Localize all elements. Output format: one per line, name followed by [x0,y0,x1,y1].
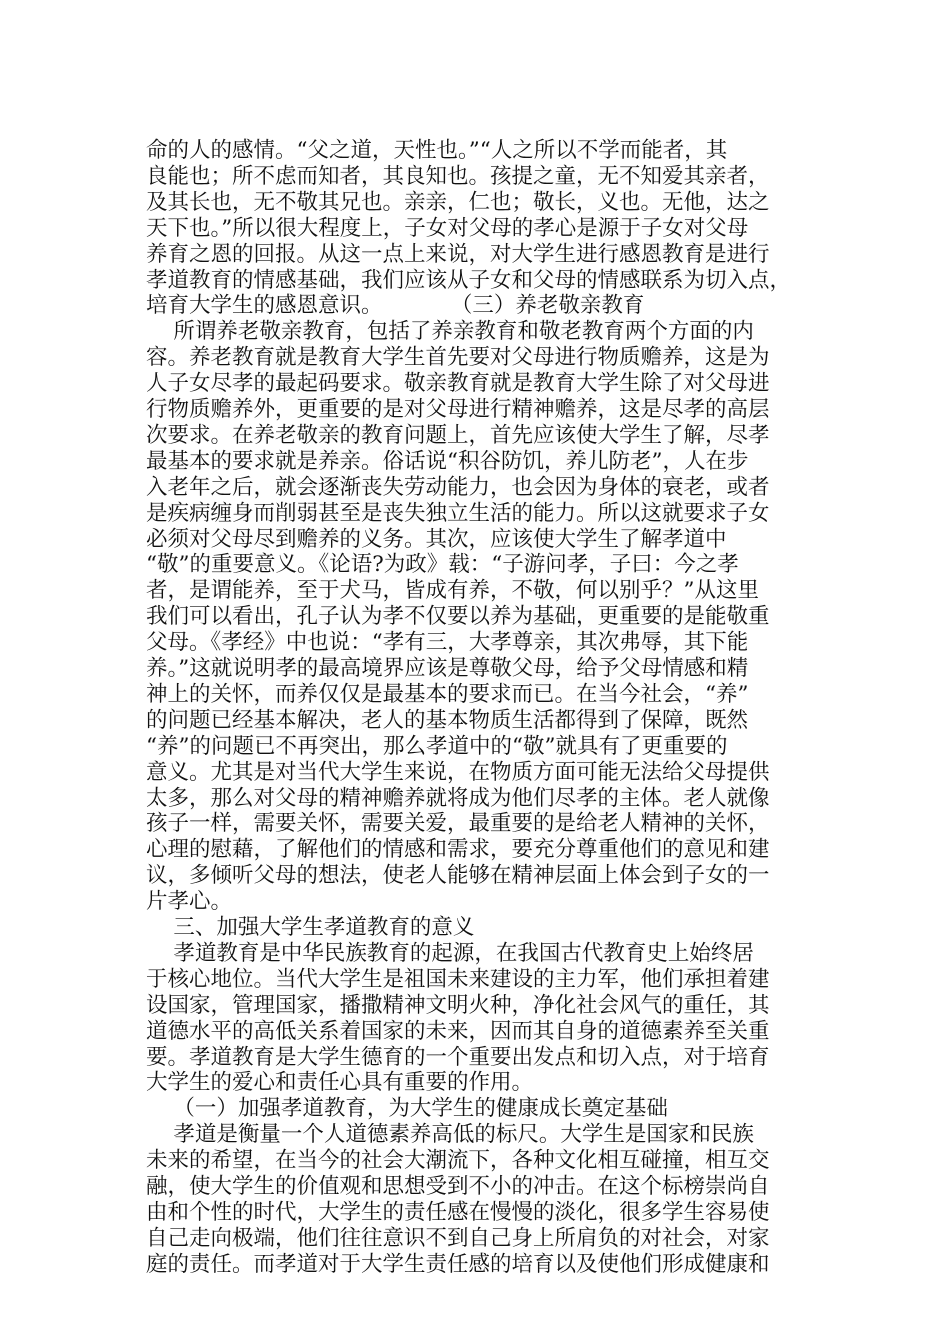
text-line: “敬”的重要意义。《论语?为政》载：“子游问孝，子曰：今之孝 [146,552,739,578]
text-line: 良能也；所不虑而知者，其良知也。孩提之童，无不知爱其亲者， [146,163,770,189]
text-line: 孝道是衡量一个人道德素养高低的标尺。大学生是国家和民族 [146,1122,754,1148]
text-line: 三、加强大学生孝道教育的意义 [146,915,475,940]
text-line: 的问题已经基本解决，老人的基本物质生活都得到了保障，既然 [146,707,749,733]
text-line: 融，使大学生的价值观和思想受到不小的冲击。在这个标榜崇尚自 [146,1174,770,1199]
text-line: 孩子一样，需要关怀，需要关爱，最重要的是给老人精神的关怀， [146,811,770,837]
text-line: 太多，那么对父母的精神赡养就将成为他们尽孝的主体。老人就像 [146,785,770,811]
text-line: 入老年之后，就会逐渐丧失劳动能力，也会因为身体的衰老，或者 [146,474,770,500]
text-line: 命的人的感情。“父之道，天性也。”“人之所以不学而能者，其 [146,138,728,163]
text-line: 大学生的爱心和责任心具有重要的作用。 [146,1070,534,1096]
text-line: 由和个性的时代，大学生的责任感在慢慢的淡化，很多学生容易使 [146,1199,770,1225]
text-line: 于核心地位。当代大学生是祖国未来建设的主力军，他们承担着建 [146,966,770,992]
text-line: 行物质赡养外，更重要的是对父母进行精神赡养，这是尽孝的高层 [146,397,770,422]
text-line: 必须对父母尽到赡养的义务。其次，应该使大学生了解孝道中 [146,526,727,552]
text-line: 者，是谓能养，至于犬马，皆成有养，不敬，何以别乎？”从这里 [146,578,759,604]
text-line: 设国家，管理国家，播撒精神文明火种，净化社会风气的重任，其 [146,992,770,1018]
text-line: 养育之恩的回报。从这一点上来说，对大学生进行感恩教育是进行 [146,241,770,267]
text-line: 道德水平的高低关系着国家的未来，因而其自身的道德素养至关重 [146,1018,770,1044]
text-line: 所谓养老敬亲教育，包括了养亲教育和敬老教育两个方面的内 [146,319,754,345]
text-line: “养”的问题已不再突出，那么孝道中的“敬”就具有了更重要的 [146,733,728,759]
text-line: 我们可以看出，孔子认为孝不仅要以养为基础，更重要的是能敬重 [146,604,770,630]
text-line: 心理的慰藉，了解他们的情感和需求，要充分尊重他们的意见和建 [146,837,770,863]
text-line: 次要求。在养老敬亲的教育问题上，首先应该使大学生了解，尽孝 [146,422,770,448]
text-line: 庭的责任。而孝道对于大学生责任感的培育以及使他们形成健康和 [146,1251,770,1277]
text-line: 最基本的要求就是养亲。俗话说“积谷防饥，养儿防老”，人在步 [146,448,749,474]
text-line: 是疾病缠身而削弱甚至是丧失独立生活的能力。所以这就要求子女 [146,500,770,526]
text-line: 培育大学生的感恩意识。 （三）养老敬亲教育 [146,293,645,319]
text-line: 未来的希望，在当今的社会大潮流下，各种文化相互碰撞，相互交 [146,1148,770,1174]
text-line: 自己走向极端，他们往往意识不到自己身上所肩负的对社会，对家 [146,1225,770,1251]
text-line: 人子女尽孝的最起码要求。敬亲教育就是教育大学生除了对父母进 [146,371,770,397]
text-line: （一）加强孝道教育，为大学生的健康成长奠定基础 [146,1096,668,1122]
text-line: 养。”这就说明孝的最高境界应该是尊敬父母，给予父母情感和精 [146,656,749,681]
text-line: 片孝心。 [146,889,233,915]
text-line: 孝道教育是中华民族教育的起源，在我国古代教育史上始终居 [146,940,754,966]
text-line: 孝道教育的情感基础，我们应该从子女和父母的情感联系为切入点， [146,267,792,293]
text-line: 意义。尤其是对当代大学生来说，在物质方面可能无法给父母提供 [146,759,770,785]
text-line: 容。养老教育就是教育大学生首先要对父母进行物质赡养，这是为 [146,345,770,371]
text-line: 天下也。”所以很大程度上，子女对父母的孝心是源于子女对父母 [146,215,749,241]
text-line: 要。孝道教育是大学生德育的一个重要出发点和切入点，对于培育 [146,1044,770,1070]
text-line: 议，多倾听父母的想法，使老人能够在精神层面上体会到子女的一 [146,863,770,889]
text-line: 神上的关怀，而养仅仅是最基本的要求而已。在当今社会，“养” [146,681,749,707]
text-line: 父母。《孝经》中也说：“孝有三，大孝尊亲，其次弗辱，其下能 [146,630,749,656]
text-line: 及其长也，无不敬其兄也。亲亲，仁也；敬长，义也。无他，达之 [146,189,770,215]
